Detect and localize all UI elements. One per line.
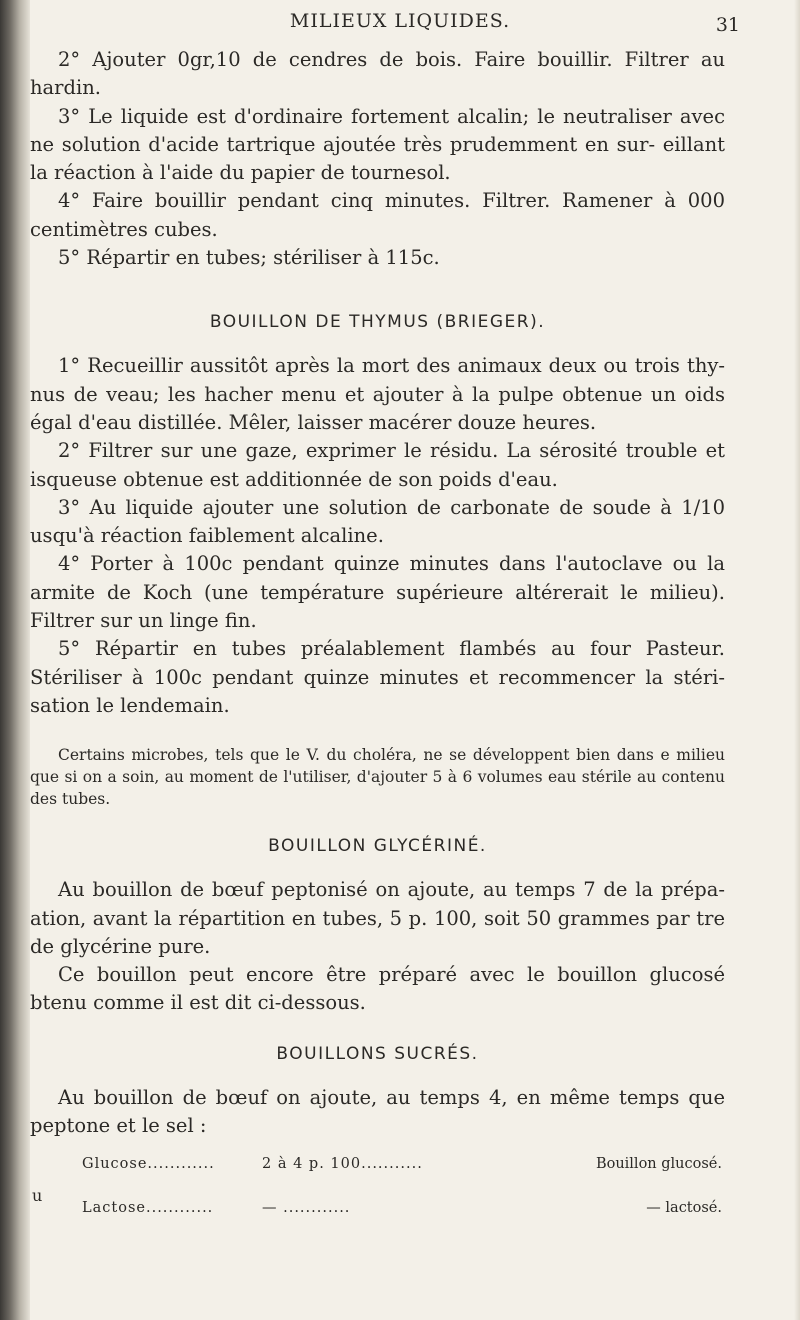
step-paragraph: 2° Ajouter 0gr,10 de cendres de bois. Faire bouillir. Filtrer au hardin. [30,48,725,100]
step-paragraph: 4° Faire bouillir pendant cinq minutes. Filtrer. Ramener à 000 centimètres cubes. [30,189,725,241]
step-paragraph: 3° Le liquide est d'ordinaire fortement alcalin; le neutraliser avec ne solution d'acide tartrique ajoutée très prudemment en sur- eillant la réaction à l'aide du papier de tournesol. [30,104,725,185]
section-heading-sucres: BOUILLONS SUCRÉS. [276,1043,479,1064]
note-paragraph: Certains microbes, tels que le V. du choléra, ne se développent bien dans e milieu que si on a soin, au moment de l'utiliser, d'ajouter 5 à 6 volumes eau stérile au contenu des tubes. [30,746,725,809]
table-prefix: u [32,1186,43,1206]
sucres-paragraph: Au bouillon de bœuf on ajoute, au temps 4, en même temps que peptone et le sel : [30,1085,725,1138]
sugar-table [30,1152,725,1242]
sugar-result: Bouillon glucosé. [595,1156,722,1173]
section-heading-glycerine: BOUILLON GLYCÉRINÉ. [268,836,487,857]
sugar-name: Glucose............ [82,1156,215,1173]
sugar-amount: — ............ [262,1200,351,1217]
glycerine-paragraph: Au bouillon de bœuf peptonisé on ajoute, au temps 7 de la prépa- ation, avant la répartition en tubes, 5 p. 100, soit 50 grammes par tre de glycérine pure. [30,878,725,958]
sugar-result: — lactosé. [646,1200,722,1217]
intro-steps [30,46,725,272]
step-paragraph: 3° Au liquide ajouter une solution de carbonate de soude à 1/10 usqu'à réaction faiblement alcaline. [30,495,725,548]
thymus-note [30,744,725,810]
page-number: 31 [715,14,740,36]
page-edge [794,0,800,1320]
table-row [82,1156,722,1186]
thymus-steps [30,352,725,720]
sugar-amount: 2 à 4 p. 100........... [262,1156,423,1173]
step-paragraph: 5° Répartir en tubes; stériliser à 115c. [58,246,440,270]
step-paragraph: 5° Répartir en tubes préalablement flambés au four Pasteur. Stériliser à 100c pendant quinze minutes et recommencer la stéri- sation le lendemain. [30,637,725,717]
step-paragraph: 2° Filtrer sur une gaze, exprimer le résidu. La sérosité trouble et isqueuse obtenue est additionnée de son poids d'eau. [30,439,725,491]
step-paragraph: 1° Recueillir aussitôt après la mort des animaux deux ou trois thy- nus de veau; les hacher menu et ajouter à la pulpe obtenue un oids égal d'eau distillée. Mêler, laisser macérer douze heures. [30,354,725,434]
sugar-name: Lactose............ [82,1200,214,1217]
glycerine-paragraph: Ce bouillon peut encore être préparé avec le bouillon glucosé btenu comme il est dit ci-dessous. [30,963,725,1015]
table-row [82,1200,722,1230]
page-body [30,46,725,1242]
step-paragraph: 4° Porter à 100c pendant quinze minutes dans l'autoclave ou la armite de Koch (une température supérieure altérerait le milieu). Filtrer sur un linge fin. [30,552,725,633]
book-binding-shadow [0,0,30,1320]
running-head: MILIEUX LIQUIDES. [289,10,511,32]
section-heading-thymus: BOUILLON DE THYMUS (BRIEGER). [209,312,546,333]
page-header [0,10,800,40]
